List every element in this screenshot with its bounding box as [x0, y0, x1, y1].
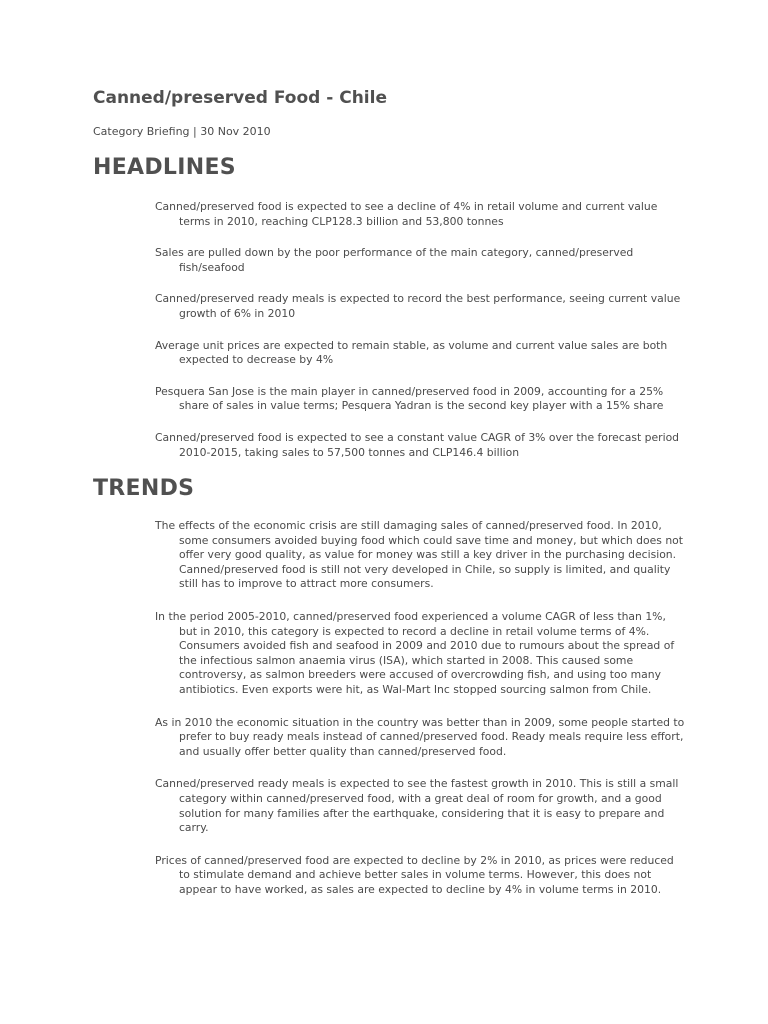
trend-item: In the period 2005-2010, canned/preserved food experienced a volume CAGR of less than 1%, but in 2010, this category is expected to record a decline in retail volume terms of 4%. Consumers avoided fish and seafood in 2009 and 2010 due to rumours about the spread of the infectious salmon anaemia virus (ISA), which started in 2008. This caused some controversy, as salmon breeders were accused of overcrowding fish, and using too many antibiotics. Even exports were hit, as Wal-Mart Inc stopped sourcing salmon from Chile. [155, 609, 675, 696]
headline-item: Canned/preserved food is expected to see a constant value CAGR of 3% over the forecast period 2010-2015, taking sales to 57,500 tonnes and CLP146.4 billion [155, 430, 680, 459]
headlines-heading: HEADLINES [93, 155, 236, 180]
headline-item: Sales are pulled down by the poor performance of the main category, canned/preserved fish/seafood [155, 246, 634, 274]
trends-heading: TRENDS [93, 476, 195, 501]
headline-item: Canned/preserved ready meals is expected to record the best performance, seeing current value growth of 6% in 2010 [155, 292, 681, 320]
trend-item: The effects of the economic crisis are still damaging sales of canned/preserved food. In 2010, some consumers avoided buying food which could save time and money, but which does not offer very good quality, as value for money was still a key driver in the purchasing decision. Canned/preserved food is still not very developed in Chile, so supply is limited, and quality still has to improve to attract more consumers. [155, 519, 684, 591]
document-title: Canned/preserved Food - Chile [93, 88, 387, 108]
trend-item: Prices of canned/preserved food are expected to decline by 2% in 2010, as prices were reduced to stimulate demand and achieve better sales in volume terms. However, this does not appear to have worked, as sales are expected to decline by 4% in volume terms in 2010. [155, 853, 674, 896]
trend-item: As in 2010 the economic situation in the country was better than in 2009, some people started to prefer to buy ready meals instead of canned/preserved food. Ready meals require less effort, and usually offer better quality than canned/preserved food. [155, 715, 685, 758]
headline-item: Average unit prices are expected to remain stable, as volume and current value sales are both expected to decrease by 4% [155, 338, 668, 367]
document-meta: Category Briefing | 30 Nov 2010 [93, 125, 271, 138]
headline-item: Pesquera San Jose is the main player in canned/preserved food in 2009, accounting for a 25% share of sales in value terms; Pesquera Yadran is the second key player with a 15% share [155, 384, 664, 413]
headlines-list [155, 200, 685, 477]
trends-list [155, 519, 685, 915]
headline-item: Canned/preserved food is expected to see a decline of 4% in retail volume and current value terms in 2010, reaching CLP128.3 billion and 53,800 tonnes [155, 200, 658, 228]
trend-item: Canned/preserved ready meals is expected to see the fastest growth in 2010. This is still a small category within canned/preserved food, with a great deal of room for growth, and a good solution for many families after the earthquake, considering that it is easy to prepare and carry. [155, 777, 679, 835]
